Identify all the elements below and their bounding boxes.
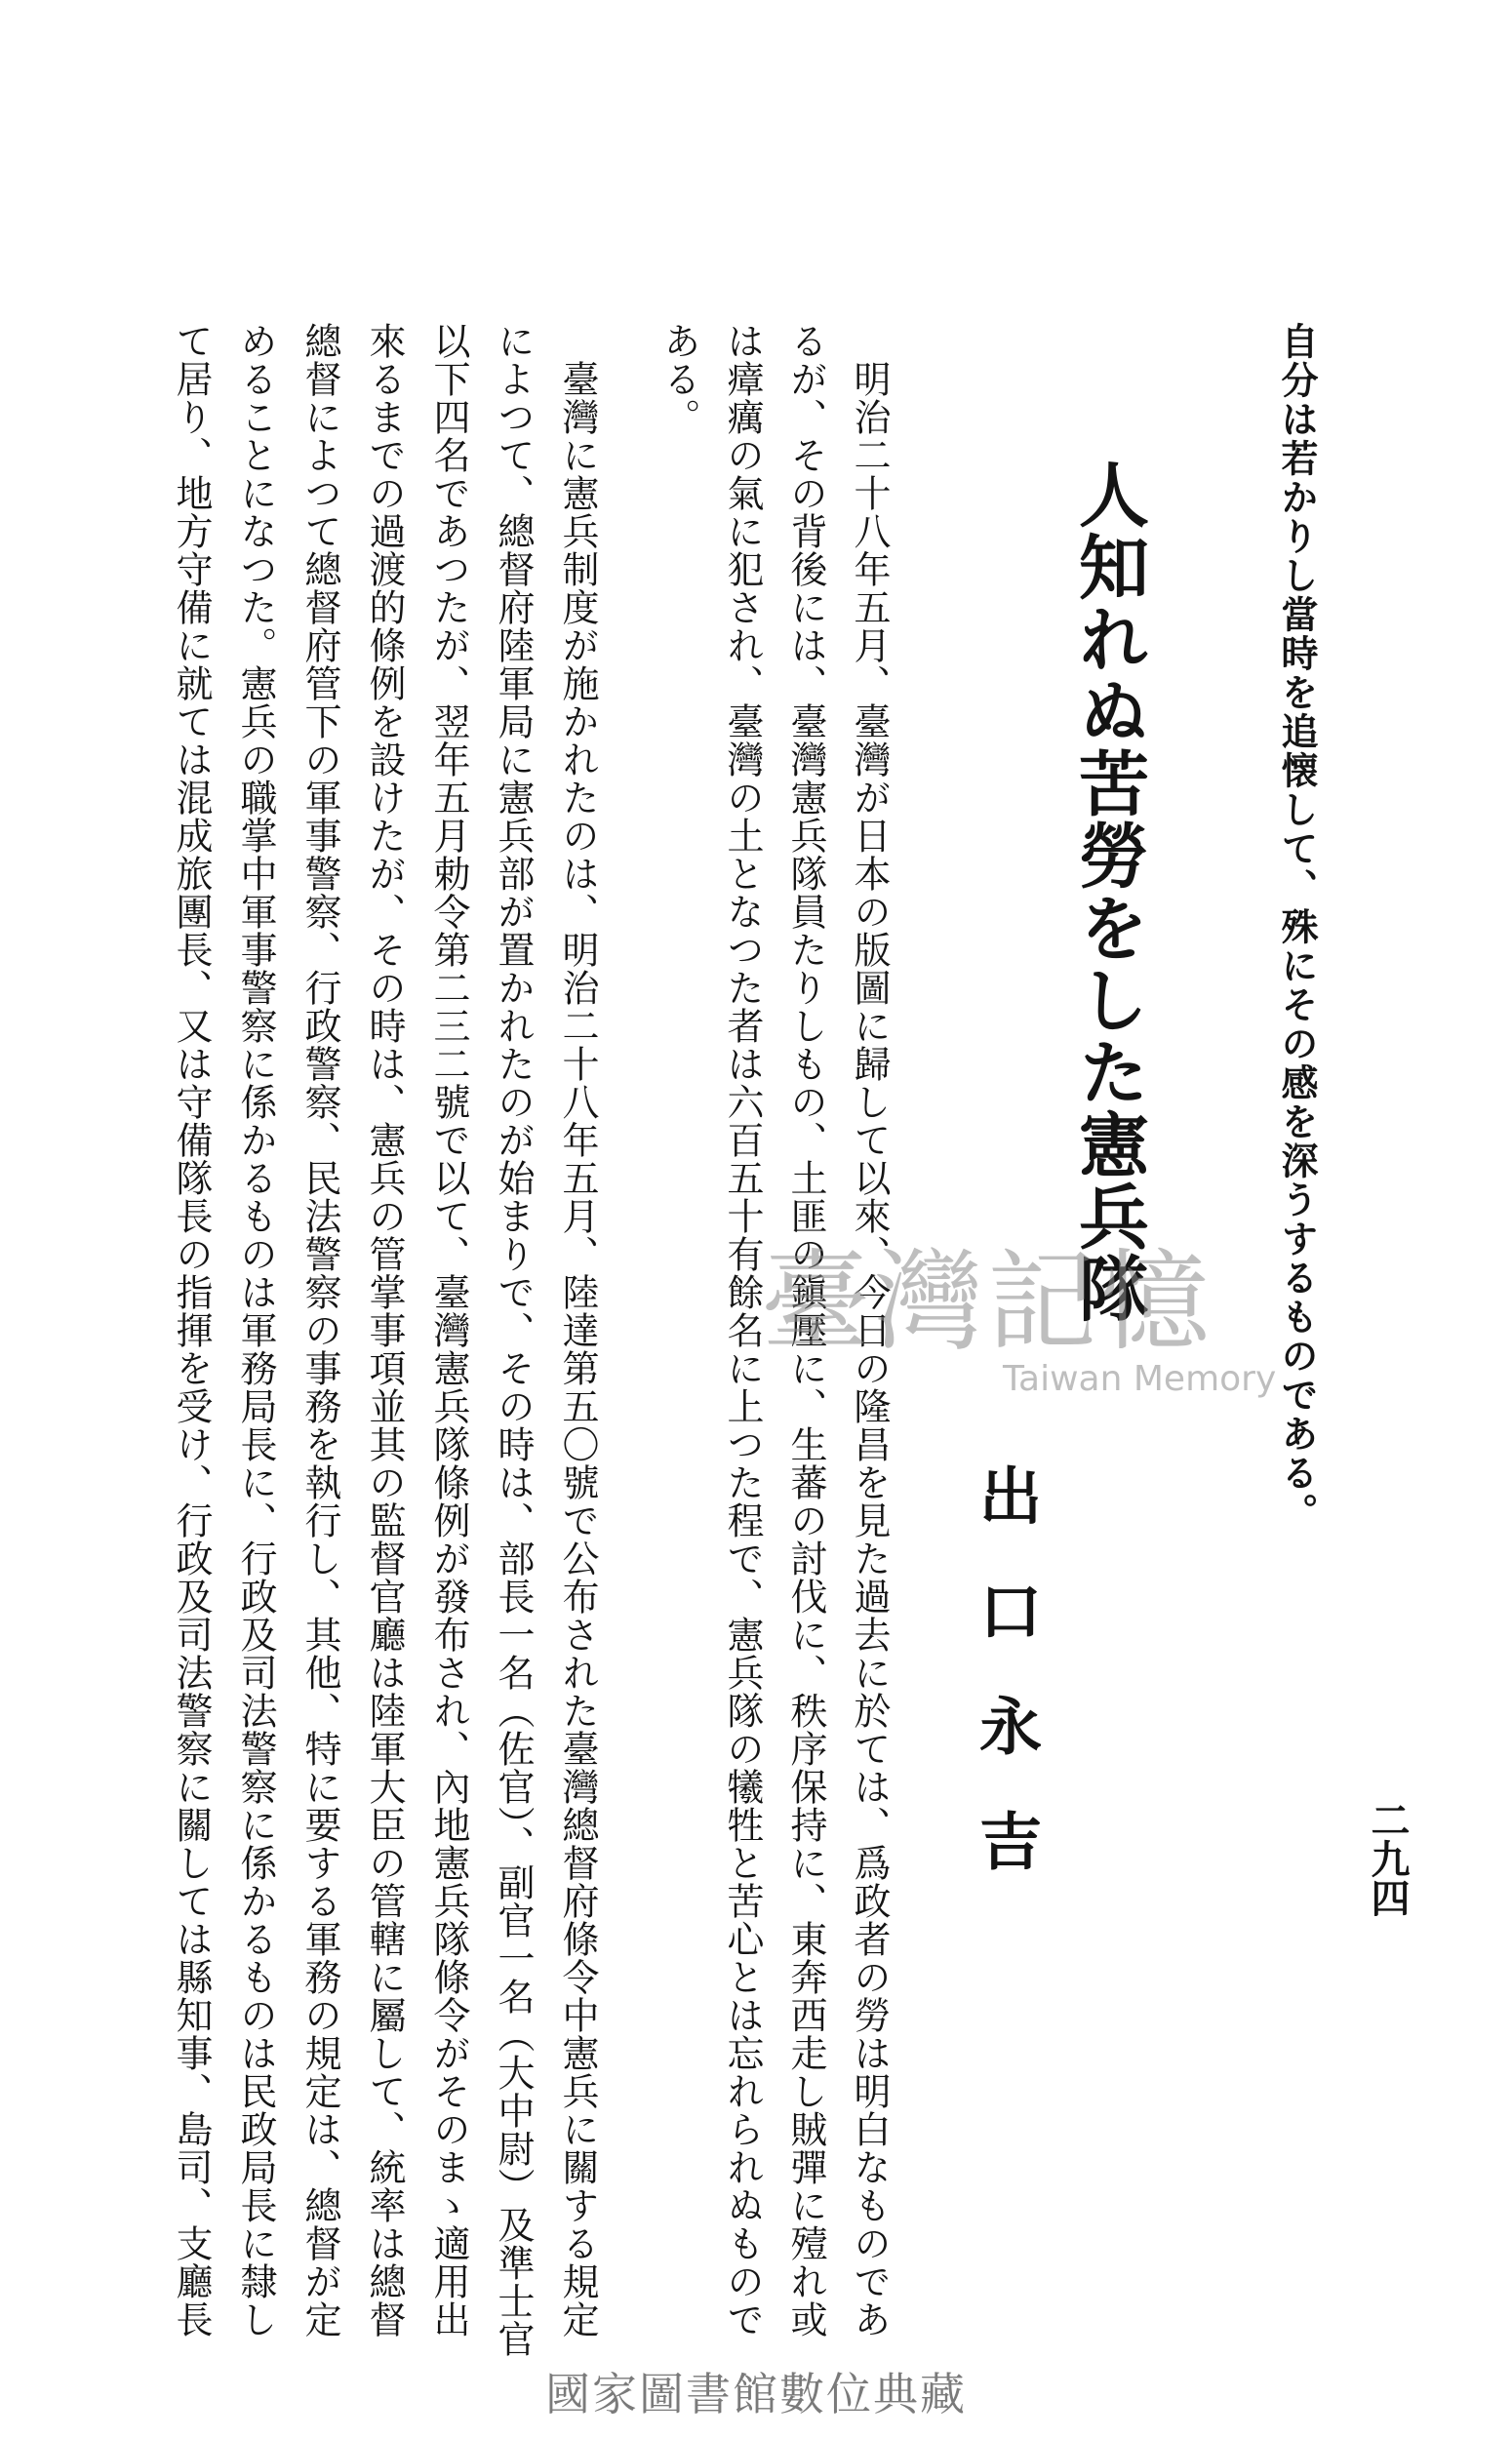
body-column: は瘴癘の氣に犯され、臺灣の土となつた者は六百五十有餘名に上つた程で、憲兵隊の犧牲と苦心とは忘れられぬもので — [721, 322, 764, 2339]
body-column: 來るまでの過渡的條例を設けたが、その時は、憲兵の管掌事項並其の監督官廳は陸軍大臣の管轄に屬して、統率は總督 — [363, 322, 406, 2339]
body-column: 以下四名であつたが、翌年五月勅令第二三二號で以て、臺灣憲兵隊條例が發布され、內地憲兵隊條令がそのまゝ適用出 — [427, 322, 470, 2339]
watermark-sub-text: Taiwan Memory — [1003, 1359, 1277, 1399]
watermark-main-text: 臺灣記憶 — [761, 1239, 1214, 1366]
body-column: るが、その背後には、臺灣憲兵隊員たりしもの、土匪の鎭壓に、生蕃の討伐に、秩序保持に、東奔西走し賊彈に殪れ或 — [784, 322, 827, 2339]
article-author: 出口永吉 — [969, 1463, 1042, 1924]
article-title: 人知れぬ苦勞をした憲兵隊 — [1067, 459, 1150, 1325]
body-column: によつて、總督府陸軍局に憲兵部が置かれたのが始まりで、その時は、部長一名（佐官）、副官一名（大中尉）及準士官 — [492, 322, 535, 2358]
body-column: て居り、地方守備に就ては混成旅團長、又は守備隊長の指揮を受け、行政及司法警察に關しては縣知事、島司、支廳長 — [170, 322, 213, 2339]
library-footer: 國家圖書館數位典藏 — [545, 2368, 967, 2420]
body-column: 明治二十八年五月、臺灣が日本の版圖に歸して以來、今日の隆昌を見た過去に於ては、爲政者の勞は明白なものであ — [848, 322, 891, 2339]
body-column: 臺灣に憲兵制度が施かれたのは、明治二十八年五月、陸達第五〇號で公布された臺灣總督府條令中憲兵に關する規定 — [556, 322, 599, 2339]
intro-line: 自分は若かりし當時を追懐して、殊にその感を深うするものである。 — [1275, 322, 1319, 1532]
page-number: 二九四 — [1365, 1800, 1411, 1917]
taiwan-memory-watermark — [761, 1215, 1278, 1410]
body-column: ある。 — [657, 322, 700, 436]
body-column: 總督によつて總督府管下の軍事警察、行政警察、民法警察の事務を執行し、其他、特に要する軍務の規定は、總督が定 — [298, 322, 341, 2339]
body-column: めることになつた。憲兵の職掌中軍事警察に係かるものは軍務局長に、行政及司法警察に係かるものは民政局長に隸し — [234, 322, 277, 2339]
